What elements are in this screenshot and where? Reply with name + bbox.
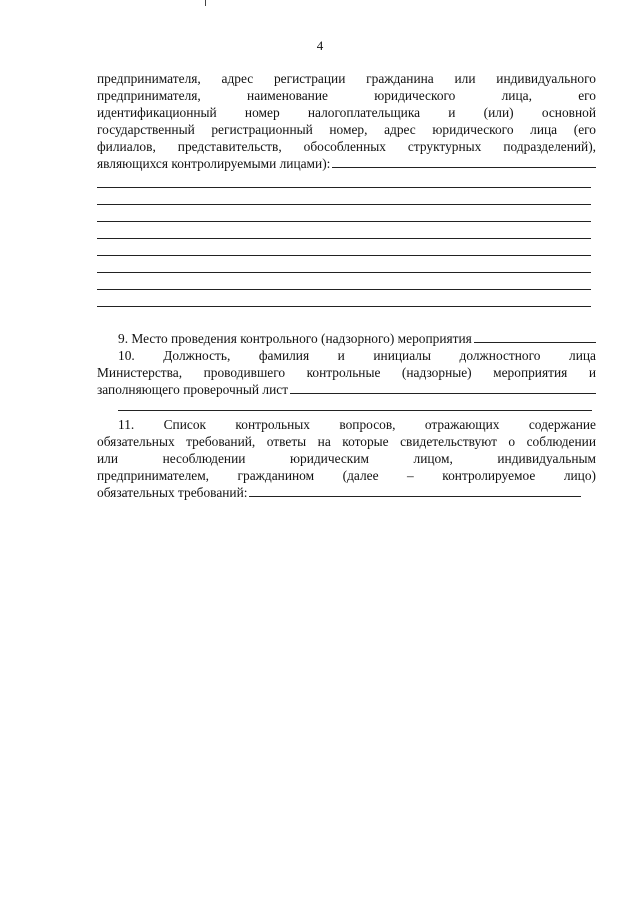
paragraph-8-line-4: государственный регистрационный номер, адрес юридического лица (его	[97, 122, 596, 137]
controlled-persons-field[interactable]	[332, 155, 596, 168]
blank-line[interactable]	[97, 289, 591, 290]
paragraph-10-label: заполняющего проверочный лист	[97, 382, 289, 397]
mandatory-requirements-field[interactable]	[249, 484, 581, 497]
blank-line[interactable]	[97, 221, 591, 222]
paragraph-8-line-1: предпринимателя, адрес регистрации гражданина или индивидуального	[97, 71, 596, 86]
paragraph-8-line-5: филиалов, представительств, обособленных структурных подразделений),	[97, 139, 596, 154]
paragraph-8-label: являющихся контролируемыми лицами):	[97, 156, 331, 171]
paragraph-11-label: обязательных требований:	[97, 485, 248, 500]
paragraph-10-line-3	[97, 381, 596, 398]
paragraph-8-last-line	[97, 155, 596, 172]
blank-line[interactable]	[97, 187, 591, 188]
paragraph-10-line-1: 10. Должность, фамилия и инициалы должностного лица	[118, 348, 596, 363]
paragraph-11-line-4: предпринимателем, гражданином (далее – контролируемое лицо)	[97, 468, 596, 483]
blank-line[interactable]	[97, 272, 591, 273]
paragraph-11-line-1: 11. Список контрольных вопросов, отражающих содержание	[118, 417, 596, 432]
page-number: 4	[316, 38, 324, 53]
paragraph-8-line-3: идентификационный номер налогоплательщика и (или) основной	[97, 105, 596, 120]
scan-mark	[205, 0, 206, 6]
official-name-field[interactable]	[290, 381, 596, 394]
paragraph-11-line-5	[97, 484, 581, 501]
blank-line[interactable]	[97, 306, 591, 307]
blank-line[interactable]	[97, 255, 591, 256]
blank-line[interactable]	[97, 204, 591, 205]
paragraph-11-line-3: или несоблюдении юридическим лицом, индивидуальным	[97, 451, 596, 466]
paragraph-9-text: 9. Место проведения контрольного (надзорного) мероприятия	[118, 331, 472, 346]
paragraph-10-line-2: Министерства, проводившего контрольные (надзорные) мероприятия и	[97, 365, 596, 380]
paragraph-8-line-2: предпринимателя, наименование юридического лица, его	[97, 88, 596, 103]
paragraph-9	[97, 330, 596, 347]
blank-line[interactable]	[118, 410, 592, 411]
paragraph-11-line-2: обязательных требований, ответы на которые свидетельствуют о соблюдении	[97, 434, 596, 449]
blank-line[interactable]	[97, 238, 591, 239]
inspection-place-field[interactable]	[474, 330, 596, 343]
